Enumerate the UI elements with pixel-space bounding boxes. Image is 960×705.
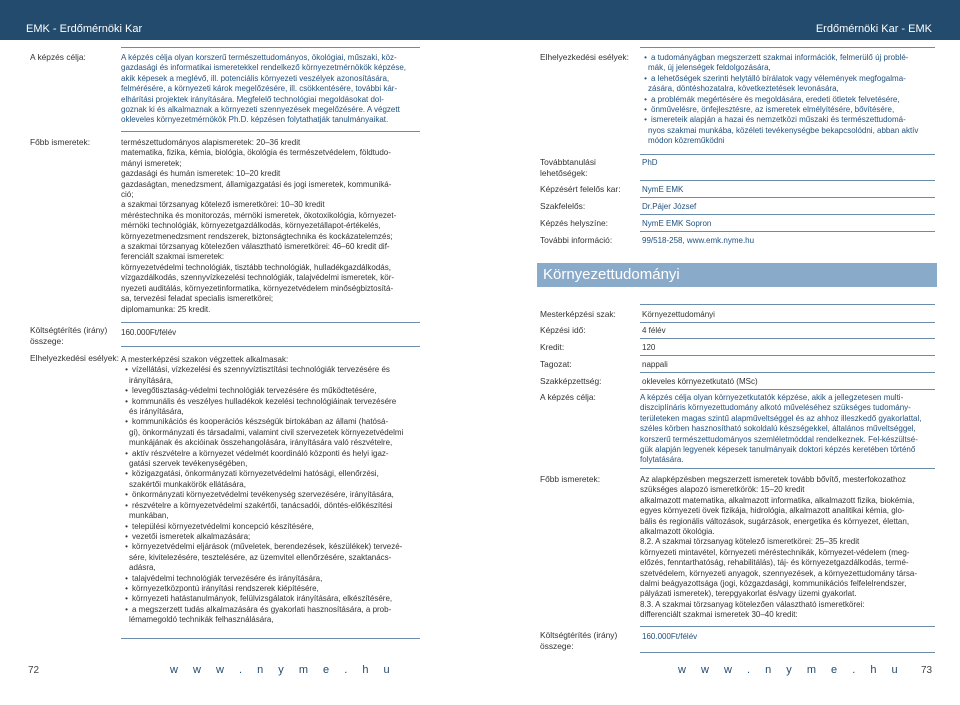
bullet-text: levegőtisztaság-védelmi technológiák tervezésére és működtetésére, <box>132 386 377 396</box>
knowledge-line: ferenciált szakmai ismeretek: <box>121 252 225 262</box>
duration-label: Képzési idő: <box>540 325 586 335</box>
divider <box>121 638 420 639</box>
goal-line: felmérésére, a környezeti károk megelőzésére, ill. csökkentésére, további kár- <box>121 84 398 94</box>
knowledge-line: diplomamunka: 25 kredit. <box>121 304 211 314</box>
bullet-icon: • <box>125 448 128 458</box>
divider <box>640 47 935 48</box>
goal-text <box>121 53 421 126</box>
bullet-text: gatási szervek tevékenységében, <box>129 459 248 469</box>
divider <box>640 372 935 373</box>
employ-item <box>640 136 936 146</box>
goal-line: A képzés célja olyan korszerű természettudományos, ökológiai, műszaki, köz- <box>121 53 397 62</box>
bullet-text: a tudományágban megszerzett szakmai információk, felmerülő új problé- <box>651 53 909 62</box>
knowledge-line: alkalmazott matematika, alkalmazott informatika, alkalmazott fizika, biokémia, <box>640 495 915 505</box>
info-label: További információ: <box>540 235 613 245</box>
knowledge-line: gazdaságtan, menedzsment, államigazgatási és jogi ismeretek, kommuniká- <box>121 179 392 189</box>
bullet-icon: • <box>125 531 128 541</box>
employ-item <box>121 563 421 573</box>
employ-item <box>121 553 421 563</box>
page-number-right: 73 <box>921 665 933 676</box>
employ-item <box>121 428 421 438</box>
employ-item <box>121 417 421 427</box>
goal-label: A képzés célja: <box>30 52 86 62</box>
knowledge-line: matematika, fizika, kémia, biológia, ökológia és természetvédelem, földtudo- <box>121 148 391 158</box>
qual-value: okleveles környezetkutató (MSc) <box>642 377 758 386</box>
employ-item <box>121 584 421 594</box>
knowledge-line: előzés, fenntarthatóság, rehabilitálás), táj- és környezetgazdálkodás, termé- <box>640 558 909 568</box>
bullet-icon: • <box>125 542 128 552</box>
knowledge-line: méréstechnika és monitorozás, mérnöki ismeretek, ökotoxikológia, környezet- <box>121 210 397 220</box>
knowledge-label-right: Főbb ismeretek: <box>540 474 601 484</box>
bullet-text: munkában, <box>129 511 169 521</box>
cost-label <box>30 325 107 347</box>
goal-line: széles körben hasznosítható sokoldalú készségekkel, általános műveltséggel, <box>640 424 916 434</box>
divider <box>640 652 935 653</box>
divider <box>640 180 935 181</box>
bullet-icon: • <box>644 105 647 115</box>
bullet-icon: • <box>125 469 128 479</box>
knowledge-line: sa, tervezési feladat specialis ismeretkörei; <box>121 294 274 304</box>
resp-label: Képzésért felelős kar: <box>540 184 621 194</box>
bullet-icon: • <box>125 521 128 531</box>
knowledge-label: Főbb ismeretek: <box>30 137 91 147</box>
bullet-icon: • <box>125 386 128 396</box>
bullet-text: környezetvédelmi eljárások (műveletek, berendezések, készülékek) tervezé- <box>132 542 403 552</box>
bullet-text: kommunális és veszélyes hulladékok kezelési technológiáinak tervezésére <box>132 396 397 406</box>
employ-item <box>121 449 421 459</box>
cost-value: 160.000Ft/félév <box>121 328 177 337</box>
knowledge-line: környezetmenedzsment rendszerek, biztonságtechnika és kockázatelemzés; <box>121 231 393 241</box>
goal-line: elhárítási projektek irányítására. Megfelelő technológiai megoldásokat dol- <box>121 94 384 104</box>
bullet-text: önművelésre, önfejlesztésre, az ismeretek elmélyítésére, bővítésére, <box>651 105 895 115</box>
knowledge-line: pályázati ismeretek), terepgyakorlat és/vagy üzemi gyakorlat. <box>640 589 857 599</box>
divider <box>640 304 935 305</box>
goal-line: folytatására. <box>640 455 684 465</box>
right-header-title: Erdőmérnöki Kar - EMK <box>815 23 932 35</box>
knowledge-line: mérnöki technológiák, környezetgazdálkodás, környezetállapot-értékelés, <box>121 221 381 231</box>
head-label: Szakfelelős: <box>540 201 586 211</box>
divider <box>640 197 935 198</box>
goal-line: goznak ki és alkalmaznak a környezeti szennyezések megelőzésére. A végzett <box>121 105 400 115</box>
master-value: Környezettudományi <box>642 310 715 319</box>
employ-label-right: Elhelyezkedési esélyek: <box>540 52 629 62</box>
employ-item <box>121 522 421 532</box>
knowledge-line: differenciált szakmai ismeretek 30–40 kredit: <box>640 610 798 620</box>
employ-list <box>121 355 421 626</box>
employ-item <box>640 115 936 125</box>
type-value: nappali <box>642 360 668 369</box>
bullet-text: ismereteik alapján a hazai és nemzetközi műszaki és természettudomá- <box>651 115 906 125</box>
bullet-icon: • <box>125 604 128 614</box>
divider <box>640 154 935 155</box>
bullet-text: közigazgatási, önkormányzati környezetvédelmi hatósági, ellenőrzési, <box>132 469 379 479</box>
knowledge-line: Az alapképzésben megszerzett ismeretek tovább bővítő, mesterfokozathoz <box>640 475 906 484</box>
bullet-text: kommunikációs és kooperációs készségük birtokában az állami (hatósá- <box>132 417 389 427</box>
place-value: NymE EMK Sopron <box>642 219 712 228</box>
bullet-icon: • <box>125 490 128 500</box>
employ-item <box>640 84 936 94</box>
further-label-line: lehetőségek: <box>540 168 588 178</box>
knowledge-line: egyes környezeti övek fizikája, hidrológia, alkalmazott analitikai kémia, glo- <box>640 506 905 516</box>
bullet-text: környezetközpontú irányítási rendszerek kiépítésére, <box>132 583 319 593</box>
employ-item <box>640 95 936 105</box>
employ-item <box>121 407 421 417</box>
divider <box>121 131 420 132</box>
employ-item <box>121 542 421 552</box>
goal-line: diszciplínáris környezettudomány alkotó műveléséhez szükséges tudomány- <box>640 403 911 413</box>
further-value: PhD <box>642 158 658 167</box>
divider <box>121 346 420 347</box>
divider <box>121 322 420 323</box>
goal-line: gük alapján legyenek képesek tanulmányaik doktori képzés keretében történő <box>640 445 916 455</box>
employ-item <box>121 490 421 500</box>
employ-item <box>121 605 421 615</box>
resp-value: NymE EMK <box>642 185 684 194</box>
employ-list-right <box>640 53 936 147</box>
bullet-text: a megszerzett tudás alkalmazására és gyakorlati hasznosítására, a prob- <box>132 604 392 614</box>
divider <box>640 338 935 339</box>
bullet-text: zására, döntéshozatalra, következtetések levonására, <box>648 84 839 94</box>
bullet-text: települési környezetvédelmi koncepció készítésére, <box>132 521 314 531</box>
website-link-right[interactable]: w w w . n y m e . h u <box>678 664 904 676</box>
goal-line: gazdasági és informatikai ismeretekkel rendelkező környezetmérnökök képzése, <box>121 63 407 73</box>
goal-line: okleveles környezetmérnökök Ph.D. képzésen folytathatják tanulmányaikat. <box>121 115 389 125</box>
bullet-text: önkormányzati környezetvédelmi tevékenység szervezésére, irányítására, <box>132 490 394 500</box>
bullet-text: vezetői ismeretek alkalmazására; <box>132 531 251 541</box>
goal-text-right <box>640 393 936 466</box>
bullet-text: vízellátási, vízkezelési és szennyvíztisztítási technológiák tervezésére és <box>132 365 390 375</box>
bullet-text: sére, kivitelezésére, tesztelésére, az üzemvitel ellenőrzésére, szaktanács- <box>129 552 392 562</box>
bullet-text: és irányítására, <box>129 407 184 417</box>
knowledge-line: alkalmazott ökológia. <box>640 527 715 537</box>
divider <box>640 355 935 356</box>
bullet-text: módon közreműködni <box>648 136 725 146</box>
knowledge-line: környezeti mintavétel, környezeti méréstechnikák, környezet-védelem (meg- <box>640 547 910 557</box>
divider <box>640 214 935 215</box>
divider <box>640 389 935 390</box>
page-number: 72 <box>28 665 40 676</box>
cost-value-right: 160.000Ft/félév <box>642 632 698 641</box>
bullet-icon: • <box>644 53 647 62</box>
knowledge-line: szetvédelem, környezeti anyagok, szennyezések, a környezettudomány társa- <box>640 568 918 578</box>
cost-label-right <box>540 630 617 652</box>
goal-label-right: A képzés célja: <box>540 392 596 402</box>
bullet-text: talajvédelmi technológiák tervezésére és irányítására, <box>132 573 323 583</box>
employ-item <box>640 105 936 115</box>
bullet-text: aktív részvételre a környezet védelmét koordináló központi és helyi igaz- <box>132 448 389 458</box>
qual-label: Szakképzettség: <box>540 376 602 386</box>
employ-item <box>640 126 936 136</box>
right-header-bar <box>480 0 960 40</box>
cost-label-line: Költségtérítés (irány) <box>30 325 108 335</box>
bullet-text: szakértői munkakörök ellátására, <box>129 479 246 489</box>
knowledge-line: a szakmai törzsanyag kötelezően választható ismeretkörei: 46–60 kredit dif- <box>121 242 390 252</box>
bullet-text: gi), önkormányzati és társadalmi, valamint civil szervezetek környezetvédelmi <box>129 427 404 437</box>
credit-value: 120 <box>642 343 656 352</box>
left-header-bar <box>0 0 480 40</box>
duration-value: 4 félév <box>642 326 666 335</box>
bullet-text: irányítására, <box>129 375 174 385</box>
knowledge-line: nyezeti auditálás, környezetinformatika, környezetvédelem minőségbiztosítá- <box>121 283 394 293</box>
employ-label: Elhelyezkedési esélyek: <box>30 353 119 363</box>
further-label-line: Továbbtanulási <box>540 157 596 167</box>
bullet-icon: • <box>644 73 647 83</box>
knowledge-line: ció; <box>121 190 134 200</box>
bullet-text: lémamegoldó technikák felhasználására, <box>129 615 274 625</box>
website-link[interactable]: w w w . n y m e . h u <box>170 664 396 676</box>
head-value: Dr.Pájer József <box>642 202 697 211</box>
employ-item <box>121 501 421 511</box>
cost-label-line: Költségtérítés (irány) <box>540 630 618 640</box>
bullet-text: nyos szakmai munkába, közéleti tevékenységbe bekapcsolódni, abban aktív <box>648 125 919 135</box>
bullet-icon: • <box>125 365 128 375</box>
knowledge-line: természettudományos alapismeretek: 20–36 kredit <box>121 138 301 147</box>
knowledge-line: 8.3. A szakmai törzsanyag kötelezően választható ismeretkörei: <box>640 599 865 609</box>
knowledge-text <box>121 138 421 315</box>
employ-item <box>121 386 421 396</box>
knowledge-line: a szakmai törzsanyag kötelező ismeretkörei: 10–30 kredit <box>121 200 325 210</box>
bullet-icon: • <box>125 396 128 406</box>
bullet-text: adásra, <box>129 563 156 573</box>
employ-intro: A mesterképzési szakon végzettek alkalmasak: <box>121 355 289 364</box>
place-label: Képzés helyszíne: <box>540 218 608 228</box>
divider <box>640 468 935 469</box>
knowledge-line: dalmi beágyazottsága (jogi, közgazdasági, kommunikációs felfelelrendszer, <box>640 579 907 589</box>
type-label: Tagozat: <box>540 359 572 369</box>
knowledge-line: bális és regionális változások, sugárzások, energetika és környezet, élettan, <box>640 516 910 526</box>
employ-item <box>121 365 421 375</box>
divider <box>640 231 935 232</box>
master-label: Mesterképzési szak: <box>540 309 616 319</box>
bullet-text: munkájának és akcióinak összehangolására, irányítására való részvételre, <box>129 438 393 448</box>
section-banner <box>537 263 937 287</box>
employ-item <box>121 459 421 469</box>
goal-line: akik képesek a meglévő, ill. potenciális környezeti veszélyek azonosítására, <box>121 73 390 83</box>
employ-item <box>640 74 936 84</box>
cost-label-line: összege: <box>30 336 64 346</box>
employ-item <box>121 532 421 542</box>
knowledge-text-right <box>640 475 936 621</box>
bullet-text: környezeti hatástanulmányok, felülvizsgálatok irányítására, elkészítésére, <box>132 594 393 604</box>
knowledge-line: mányi ismeretek; <box>121 158 182 168</box>
bullet-icon: • <box>644 115 647 125</box>
employ-item <box>121 615 421 625</box>
bullet-text: részvételre a környezetvédelmi szakértői, tanácsadói, döntés-előkészítési <box>132 500 393 510</box>
knowledge-line: vízgazdálkodás, szennyvízkezelési technológiák, talajvédelmi ismeretek, kör- <box>121 273 395 283</box>
bullet-text: a problémák megértésére és megoldására, eredeti ötletek felvetésére, <box>651 94 900 104</box>
credit-label: Kredit: <box>540 342 565 352</box>
knowledge-line: szükséges alapozó ismeretkörök: 15–20 kredit <box>640 485 805 495</box>
employ-item <box>121 438 421 448</box>
employ-item <box>121 397 421 407</box>
divider <box>640 626 935 627</box>
goal-line: területeken magas szintű alapműveltséggel és az ahhoz illeszkedő gyakorlattal, <box>640 413 922 423</box>
bullet-icon: • <box>644 94 647 104</box>
section-title: Környezettudományi <box>543 266 680 283</box>
bullet-icon: • <box>125 417 128 427</box>
further-label <box>540 157 596 179</box>
employ-item <box>121 574 421 584</box>
knowledge-line: 8.2. A szakmai törzsanyag kötelező ismeretkörei: 25–35 kredit <box>640 537 860 547</box>
bullet-text: mák, új jelenségek feldolgozására, <box>648 63 771 73</box>
bullet-text: a lehetőségek szerinti helytálló bírálatok vagy vélemények megfogalma- <box>651 73 906 83</box>
knowledge-line: gazdasági és humán ismeretek: 10–20 kredit <box>121 169 281 179</box>
employ-item <box>640 63 936 73</box>
info-value[interactable]: 99/518-258, www.emk.nyme.hu <box>642 236 755 245</box>
employ-item <box>121 469 421 479</box>
goal-line: A képzés célja olyan környezetkutatók képzése, akik a jellegzetesen multi- <box>640 393 904 402</box>
bullet-icon: • <box>125 573 128 583</box>
bullet-icon: • <box>125 500 128 510</box>
bullet-icon: • <box>125 594 128 604</box>
left-header-title: EMK - Erdőmérnöki Kar <box>26 23 143 35</box>
employ-item <box>640 53 936 63</box>
goal-line: korszerű természettudományos szemléletmóddal rendelkeznek. Fel-készültsé- <box>640 434 918 444</box>
bullet-icon: • <box>125 583 128 593</box>
employ-item <box>121 594 421 604</box>
employ-item <box>121 480 421 490</box>
employ-item <box>121 376 421 386</box>
employ-item <box>121 511 421 521</box>
cost-label-line: összege: <box>540 641 574 651</box>
divider <box>121 47 420 48</box>
knowledge-line: környezetvédelmi technológiák, tisztább technológiák, hulladékgazdálkodás, <box>121 262 391 272</box>
divider <box>640 322 935 323</box>
